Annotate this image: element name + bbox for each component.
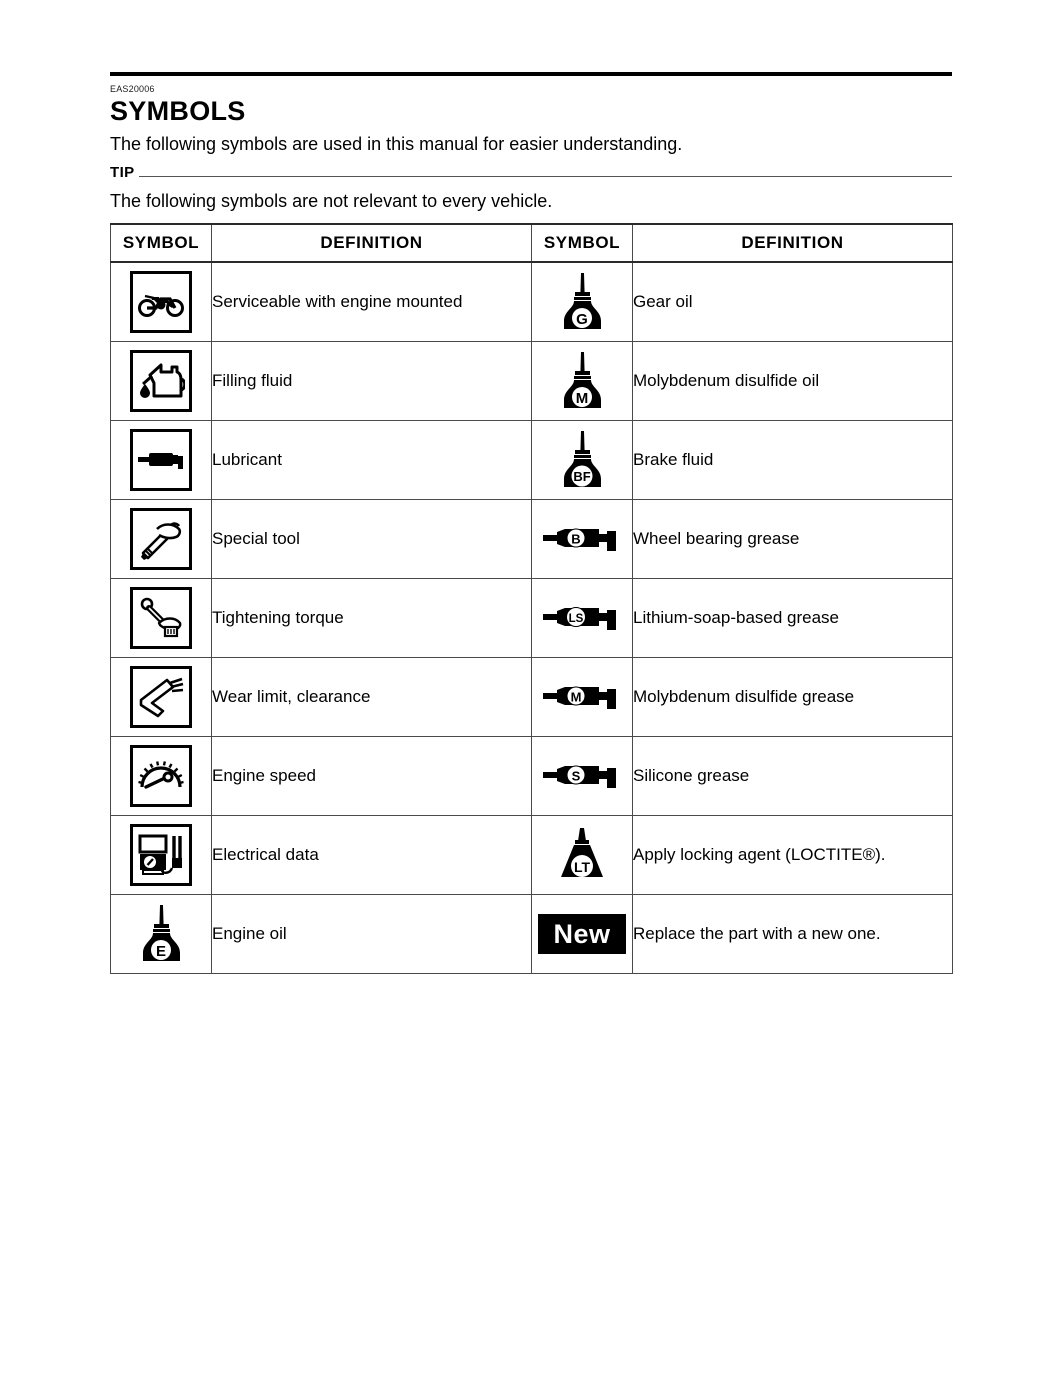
definition-cell: Tightening torque <box>212 579 532 658</box>
svg-text:B: B <box>571 531 581 547</box>
definition-cell: Molybdenum disulfide grease <box>633 658 953 737</box>
definition-cell: Lithium-soap-based grease <box>633 579 953 658</box>
table-row <box>111 895 953 974</box>
grease-gun-s-icon <box>543 761 621 791</box>
header-definition-right: DEFINITION <box>633 224 953 262</box>
definition-cell: Serviceable with engine mounted <box>212 262 532 342</box>
locking-agent-lt-icon <box>553 827 611 883</box>
multimeter-icon <box>130 824 192 886</box>
new-badge-icon: New <box>538 914 626 954</box>
table-row <box>111 500 953 579</box>
grease-gun-ls-icon <box>543 603 621 633</box>
oil-can-icon <box>130 350 192 412</box>
tip-label: TIP <box>110 164 135 181</box>
special-tool-icon <box>130 508 192 570</box>
symbol-cell-oil-bottle-g <box>532 262 633 342</box>
symbol-cell-oil-bottle-e <box>111 895 212 974</box>
definition-cell: Molybdenum disulfide oil <box>633 342 953 421</box>
oil-bottle-bf-icon <box>559 429 605 491</box>
symbol-cell-oil-can <box>111 342 212 421</box>
intro-text: The following symbols are used in this manual for easier understanding. <box>110 134 683 154</box>
document-code: EAS20006 <box>110 84 155 94</box>
motorcycle-icon <box>130 271 192 333</box>
oil-bottle-e-icon <box>138 903 184 965</box>
definition-cell: Filling fluid <box>212 342 532 421</box>
symbol-cell-torque-wrench <box>111 579 212 658</box>
symbol-cell-new-badge <box>532 895 633 974</box>
svg-text:E: E <box>155 943 167 960</box>
definition-cell: Engine speed <box>212 737 532 816</box>
definition-cell: Replace the part with a new one. <box>633 895 953 974</box>
grease-syringe-icon <box>130 429 192 491</box>
symbol-cell-grease-syringe <box>111 421 212 500</box>
header-rule <box>110 72 952 76</box>
svg-text:M: M <box>570 689 582 705</box>
symbols-table <box>110 223 953 974</box>
caliper-icon <box>130 666 192 728</box>
svg-text:BF: BF <box>573 469 591 484</box>
table-row <box>111 579 953 658</box>
grease-gun-m-icon <box>543 682 621 712</box>
grease-gun-b-icon <box>543 524 621 554</box>
header-definition-left: DEFINITION <box>212 224 532 262</box>
table-row <box>111 737 953 816</box>
tachometer-icon <box>130 745 192 807</box>
svg-text:M: M <box>575 390 589 407</box>
table-row <box>111 421 953 500</box>
symbol-cell-locking-agent-lt <box>532 816 633 895</box>
symbol-cell-special-tool <box>111 500 212 579</box>
symbol-cell-grease-gun-m <box>532 658 633 737</box>
symbol-cell-multimeter <box>111 816 212 895</box>
definition-cell: Electrical data <box>212 816 532 895</box>
header-symbol-left: SYMBOL <box>111 224 212 262</box>
definition-cell: Lubricant <box>212 421 532 500</box>
definition-cell: Engine oil <box>212 895 532 974</box>
torque-wrench-icon <box>130 587 192 649</box>
definition-cell: Apply locking agent (LOCTITE®). <box>633 816 953 895</box>
definition-cell: Wheel bearing grease <box>633 500 953 579</box>
svg-text:G: G <box>576 311 588 328</box>
table-row <box>111 342 953 421</box>
table-row <box>111 816 953 895</box>
symbol-cell-oil-bottle-m <box>532 342 633 421</box>
table-row <box>111 262 953 342</box>
definition-cell: Special tool <box>212 500 532 579</box>
tip-heading <box>110 164 952 181</box>
symbol-cell-grease-gun-ls <box>532 579 633 658</box>
header-symbol-right: SYMBOL <box>532 224 633 262</box>
symbol-cell-motorcycle <box>111 262 212 342</box>
page-content <box>110 72 952 974</box>
definition-cell: Gear oil <box>633 262 953 342</box>
symbol-cell-grease-gun-b <box>532 500 633 579</box>
page-title: SYMBOLS <box>110 96 246 126</box>
definition-cell: Silicone grease <box>633 737 953 816</box>
symbol-cell-oil-bottle-bf <box>532 421 633 500</box>
table-row <box>111 658 953 737</box>
svg-text:LT: LT <box>573 859 591 875</box>
symbol-cell-caliper <box>111 658 212 737</box>
svg-text:S: S <box>571 768 581 784</box>
svg-text:LS: LS <box>568 613 584 625</box>
tip-divider <box>139 176 952 177</box>
symbol-cell-grease-gun-s <box>532 737 633 816</box>
symbol-cell-tachometer <box>111 737 212 816</box>
tip-text: The following symbols are not relevant to every vehicle. <box>110 191 553 211</box>
oil-bottle-m-icon <box>559 350 605 412</box>
table-header-row <box>111 224 953 262</box>
oil-bottle-g-icon <box>559 271 605 333</box>
definition-cell: Brake fluid <box>633 421 953 500</box>
definition-cell: Wear limit, clearance <box>212 658 532 737</box>
